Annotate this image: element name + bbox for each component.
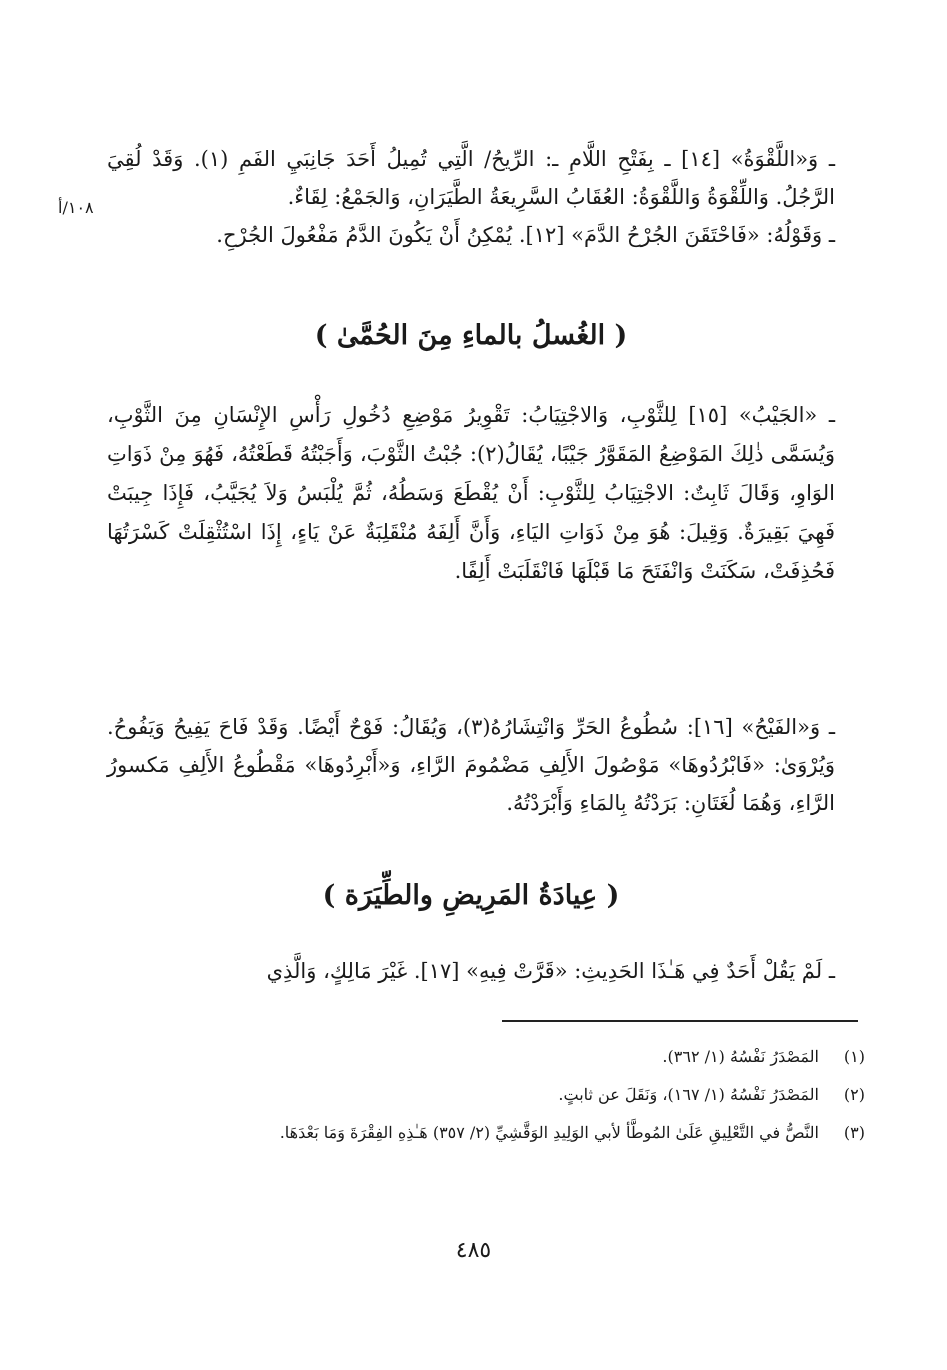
page-number: ٤٨٥ [455,1238,492,1263]
footnote-text: المَصْدَرُ نَفْسُهُ (١/ ١٦٧)، وَنَقَلَ عن ثابتٍ. [558,1085,819,1104]
footnote-divider [502,1020,858,1022]
footnotes [105,1038,865,1152]
footnote-text: المَصْدَرُ نَفْسُهُ (١/ ٣٦٢). [662,1047,819,1066]
footnote-text: النَّصُّ في التَّعْلِيقِ عَلَىٰ المُوطَّأ لأبي الوَلِيدِ الوَقَّشِيِّ (٢/ ٣٥٧) هَـٰذِهِ الفِقْرَةَ وَمَا بَعْدَهَا. [279,1123,819,1142]
section-fayh [107,708,835,822]
footnote [105,1114,865,1152]
footnote-number: (٢) [843,1085,865,1104]
footnote [105,1076,865,1114]
section-jayb [107,396,835,591]
section-iyada [107,952,835,990]
section-lughwa [107,140,835,254]
section-heading: ( عِيادَةُ المَرِيضِ والطِّيَرَة ) [322,880,620,911]
margin-folio-note: ١٠٨/أ [58,198,94,217]
paragraph: ـ لَمْ يَقُلْ أَحَدٌ فِي هَـٰذَا الحَدِيثِ: «قَرَّتْ فِيهِ» [١٧]. غَيْرَ مَالِكٍ، وَالَّذِي [266,959,835,983]
paragraph: ـ وَ«اللَّقْوَةُ» [١٤] ـ بِفَتْحِ اللَّامِ ـ: الرِّيحُ/ الَّتِي تُمِيلُ أَحَدَ جَانِبَيِ الفَمِ (١). وَقَدْ لُقِيَ الرَّجُلُ. وَاللِّقْوَةُ وَاللَّقْوَةُ: العُقَابُ السَّرِيعَةُ الطَّيَرَانِ، وَالجَمْعُ: لِقَاءٌ. [107,147,835,209]
footnote-number: (٣) [843,1123,865,1142]
footnote [105,1038,865,1076]
paragraph: ـ «الجَيْبُ» [١٥] لِلثَّوْبِ، وَالاجْتِيَابُ: تَقْوِيرُ مَوْضِعِ دُخُولِ رَأْسِ الإِنْسَانِ مِنَ الثَّوْبِ، وَيُسَمَّى ذٰلِكَ المَوْضِعُ المَقَوَّرُ جَيْبًا، يُقَالُ(٢): جُبْتُ الثَّوْبَ، وَأَجَبْتُهُ قَطَعْتُهُ، فَهُوَ مِنْ ذَوَاتِ الوَاوِ، وَقَالَ ثَابِتٌ: الاجْتِيَابُ لِلثَّوْبِ: أَنْ يُقْطَعَ وَسَطُهُ، ثُمَّ يُلْبَسُ وَلاَ يُجَيَّبُ، فَإِذَا جِيبَتْ فَهِيَ بَقِيرَةٌ. وَقِيلَ: هُوَ مِنْ ذَوَاتِ اليَاءِ، وَأَنَّ أَلِفَهُ مُنْقَلِبَةٌ عَنْ يَاءٍ، إِذَا اسْتُثْقِلَتْ كَسْرَتُهَا فَحُذِفَتْ، سَكَنَتْ وَانْفَتَحَ مَا قَبْلَهَا فَانْقَلَبَتْ أَلِفًا. [107,403,835,583]
paragraph: ـ وَ«الفَيْحُ» [١٦]: سُطُوعُ الحَرِّ وَانْتِشَارُهُ(٣)، وَيُقَالُ: فَوْحٌ أَيْضًا. وَقَدْ فَاحَ يَفِيحُ وَيَفُوحُ. وَيُرْوَىٰ: «فَابْرُدُوهَا» مَوْصُولَ الأَلِفِ مَضْمُومَ الرَّاءِ، وَ«أَبْرِدُوهَا» مَقْطُوعُ الأَلِفِ مَكسورُ الرَّاءِ، وَهُمَا لُغَتَانِ: بَرَدْتُهُ بِالمَاءِ وَأَبْرَدْتُهُ. [107,715,835,815]
footnote-number: (١) [843,1047,865,1066]
paragraph: ـ وَقَوْلُهُ: «فَاحْتَقَنَ الجُرْحُ الدَّمَ» [١٢]. يُمْكِنُ أَنْ يَكُونَ الدَّمُ مَفْعُولَ الجُرْحِ. [216,223,835,247]
section-heading: ( الغُسلُ بالماءِ مِنَ الحُمَّىٰ ) [314,320,628,351]
